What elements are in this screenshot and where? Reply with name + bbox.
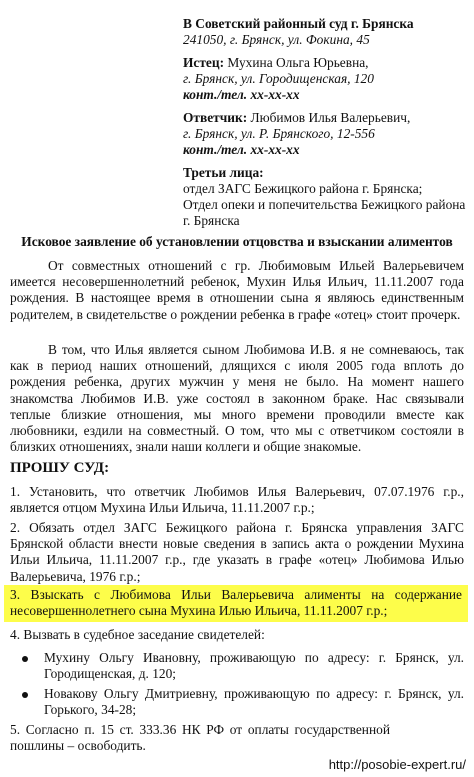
third-party-2: Отдел опеки и попечительства Бежицкого района г. Брянска	[183, 197, 466, 228]
plaintiff-label: Истец:	[183, 55, 225, 70]
defendant-line	[183, 110, 469, 126]
defendant-name: Любимов Илья Валерьевич,	[247, 110, 411, 125]
request-item-1: 1. Установить, что ответчик Любимов Илья Валерьевич, 07.07.1976 г.р., является отцом Мухина Ильи Ильича, 11.11.2007 г.р.;	[10, 484, 464, 516]
third-parties-label: Третьи лица:	[183, 165, 264, 180]
plaintiff-name: Мухина Ольга Юрьевна,	[224, 55, 369, 70]
plaintiff-contact: конт./тел. хх-хх-хх	[183, 87, 300, 102]
request-heading: ПРОШУ СУД:	[10, 460, 110, 476]
defendant-address: г. Брянск, ул. Р. Брянского, 12-556	[183, 126, 375, 141]
request-item-3-highlighted: 3. Взыскать с Любимова Ильи Валерьевича алименты на содержание несовершеннолетнего сына Мухина Илью Ильича, 11.11.2007 г.р.;	[4, 585, 468, 622]
addressee-block	[183, 16, 469, 236]
plaintiff-line	[183, 55, 469, 71]
court-address: 241050, г. Брянск, ул. Фокина, 45	[183, 32, 370, 47]
bullet-dot-icon	[22, 692, 28, 698]
bullet-dot-icon	[22, 656, 28, 662]
witness-item-1	[44, 650, 464, 682]
body-paragraph-2: В том, что Илья является сыном Любимова И.В. я не сомневаюсь, так как в период наших отношений, длящихся с июля 2005 года вплоть до рождения ребенка, других мужчин у меня не было. На момент нашего знакомства Любимов И.В. уже состоял в законном браке. Нас связывали теплые близкие отношения, мы много времени проводили вместе как любовники, ездили на совместный. О том, что мы с ответчиком состояли в близких отношениях, знали наши коллеги и общие знакомые.	[10, 342, 464, 455]
third-party-1: отдел ЗАГС Бежицкого района г. Брянска;	[183, 181, 423, 196]
court-name: В Советский районный суд г. Брянска	[183, 16, 414, 31]
request-item-5: 5. Согласно п. 15 ст. 333.36 НК РФ от оплаты государственной пошлины – освободить.	[10, 722, 390, 754]
request-item-2: 2. Обязать отдел ЗАГС Бежицкого района г. Брянска управления ЗАГС Брянской области внести новые сведения в запись акта о рождении Мухина Ильи Ильича, 11.11.2007 г.р., где указать в графе «отец» Любимова Илью Валерьевича, 1976 г.р.;	[10, 520, 464, 584]
document-title: Исковое заявление об установлении отцовства и взыскании алиментов	[21, 234, 453, 249]
witness-text-1: Мухину Ольгу Ивановну, проживающую по адресу: г. Брянск, ул. Городищенская, д. 120;	[44, 650, 464, 682]
body-paragraph-1-wrap	[10, 258, 464, 323]
request-item-4: 4. Вызвать в судебное заседание свидетелей:	[10, 627, 265, 642]
body-paragraph-1: От совместных отношений с гр. Любимовым Ильей Валерьевичем имеется несовершеннолетний ребенок, Мухин Илья Ильич, 11.11.2007 года рождения. В настоящее время в отношении сына я являюсь единственным родителем, в свидетельстве о рождении ребенка в графе «отец» стоит прочерк.	[10, 258, 464, 322]
witness-text-2: Новакову Ольгу Дмитриевну, проживающую по адресу: г. Брянск, ул. Горького, 34-28;	[44, 686, 464, 718]
body-paragraph-2-wrap	[10, 342, 464, 455]
witness-item-2	[44, 686, 464, 718]
defendant-label: Ответчик:	[183, 110, 248, 125]
site-watermark: http://posobie-expert.ru/	[328, 757, 466, 772]
defendant-contact: конт./тел. хх-хх-хх	[183, 142, 300, 157]
plaintiff-address: г. Брянск, ул. Городищенская, 120	[183, 71, 374, 86]
